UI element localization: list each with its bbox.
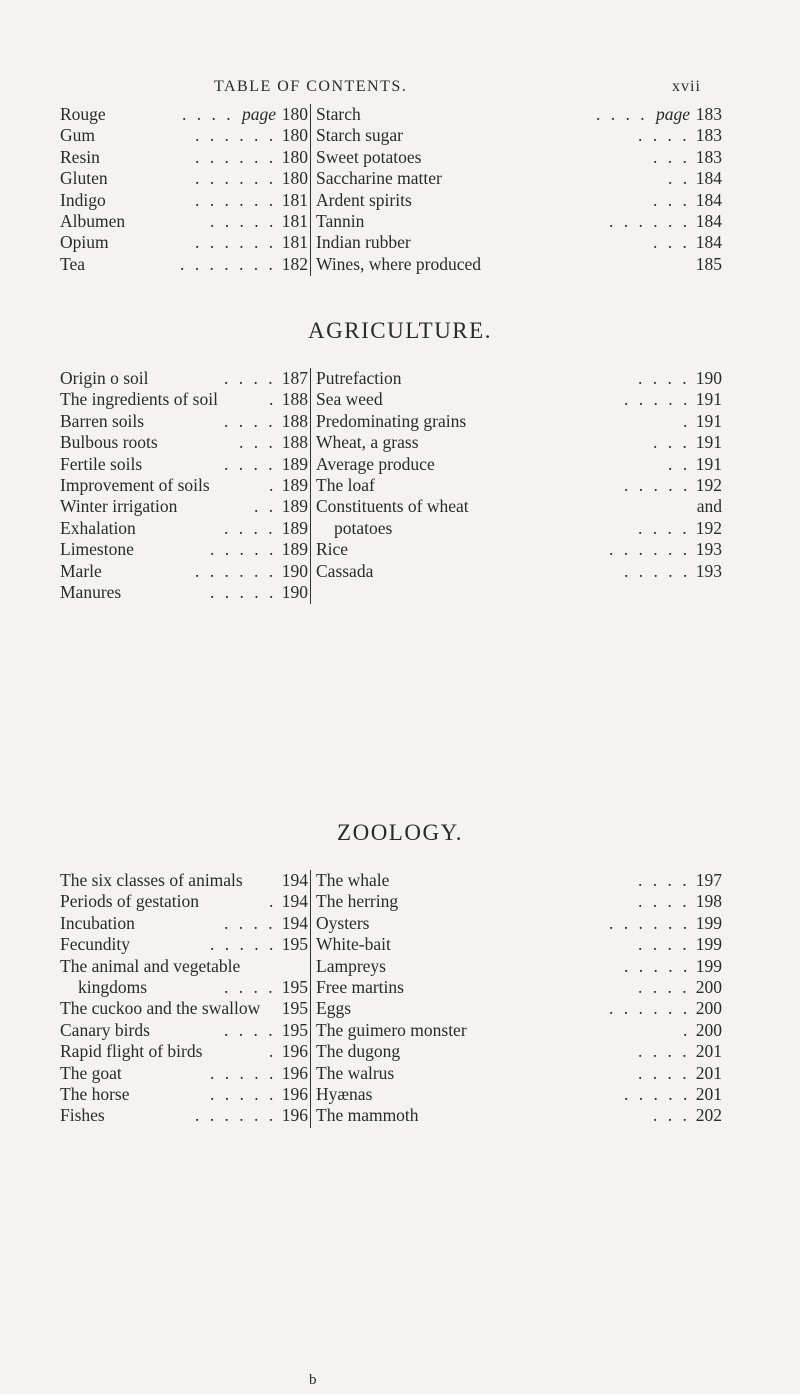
- entry-title: Barren soils: [60, 410, 145, 431]
- entry-page-number: 181: [281, 210, 308, 231]
- entry-page-number: 183: [695, 104, 722, 124]
- leader-dots: . . . . . .: [195, 125, 277, 146]
- contents-entry: [316, 168, 728, 189]
- contents-entry: [60, 934, 308, 955]
- leader-dots: . . . . .: [210, 934, 277, 955]
- leader-dots: . . . . .: [210, 210, 277, 231]
- entry-title: Gluten: [60, 168, 108, 189]
- contents-entry: [60, 125, 308, 146]
- leader-dots: . . . .: [224, 410, 276, 431]
- contents-entry: [60, 368, 308, 389]
- entry-title: The dugong: [316, 1041, 401, 1062]
- leader-dots: . .: [668, 453, 691, 474]
- contents-entry: [316, 977, 728, 998]
- contents-entry: [316, 870, 728, 891]
- contents-entry: [316, 561, 728, 582]
- contents-entry: [316, 389, 728, 410]
- agriculture-contents-block: [60, 368, 725, 608]
- entry-page-number: 183: [695, 146, 722, 167]
- leader-dots: . .: [254, 496, 277, 517]
- entry-page-number: 180: [281, 125, 308, 146]
- entry-page-number: 194: [281, 912, 308, 933]
- entry-title: The ingredients of soil: [60, 389, 218, 410]
- entry-title: The herring: [316, 891, 399, 912]
- leader-dots: . . . . .: [624, 1083, 691, 1104]
- leader-dots: . . . . .: [210, 539, 277, 560]
- entry-title: Fertile soils: [60, 453, 143, 474]
- entry-title: Wheat, a grass: [316, 432, 419, 453]
- entry-page-number: 194: [281, 891, 308, 912]
- running-head: [0, 78, 800, 100]
- contents-entry: [316, 1041, 728, 1062]
- leader-dots: . . .: [653, 189, 690, 210]
- entry-page-number: 185: [695, 253, 722, 274]
- contents-entry: [316, 254, 728, 275]
- entry-title: Fishes: [60, 1105, 105, 1126]
- entry-title: White-bait: [316, 934, 391, 955]
- entry-title: Indian rubber: [316, 232, 411, 253]
- contents-entry: [60, 232, 308, 253]
- entry-page-number: 199: [695, 955, 722, 976]
- contents-entry: [60, 254, 308, 275]
- leader-dots: . . . .: [638, 517, 690, 538]
- contents-entry: [60, 977, 308, 998]
- leader-dots: . . . . . .: [195, 189, 277, 210]
- leader-dots: . . . . . .: [195, 1105, 277, 1126]
- entry-page-number: 195: [281, 1019, 308, 1040]
- entry-page-number: 194: [281, 870, 308, 890]
- entry-page-number: 200: [695, 976, 722, 997]
- entry-title: Free martins: [316, 976, 404, 997]
- contents-entry: [60, 190, 308, 211]
- contents-entry: [60, 389, 308, 410]
- leader-dots: . . . .: [224, 368, 276, 388]
- entry-title: Lampreys: [316, 955, 386, 976]
- leader-dots: . . . . . .: [195, 146, 277, 167]
- entry-title: Starch: [316, 104, 361, 124]
- entry-title: Rapid flight of birds: [60, 1041, 203, 1062]
- leader-dots: . . . .: [638, 1062, 690, 1083]
- entry-title: Constituents of wheat: [316, 496, 469, 517]
- zoology-contents-block: [60, 870, 725, 1130]
- zoology-right-column: [310, 870, 728, 1127]
- entry-page-number: 201: [695, 1041, 722, 1062]
- entry-title: The goat: [60, 1062, 122, 1083]
- entry-title: Incubation: [60, 912, 135, 933]
- leader-dots: . . . .: [596, 104, 648, 124]
- entry-page-number: 196: [281, 1062, 308, 1083]
- contents-entry: [60, 432, 308, 453]
- leader-dots: . . . .: [638, 125, 690, 146]
- leader-dots: .: [269, 1041, 277, 1062]
- contents-entry: [60, 1105, 308, 1126]
- entry-page-number: and: [696, 496, 722, 517]
- contents-entry: [316, 411, 728, 432]
- entry-title: Ardent spirits: [316, 189, 412, 210]
- entry-title: Manures: [60, 581, 122, 602]
- entry-page-number: 196: [281, 1041, 308, 1062]
- entry-page-number: 184: [695, 210, 722, 231]
- entry-title: Winter irrigation: [60, 496, 178, 517]
- agriculture-left-column: [60, 368, 308, 603]
- entry-title: Bulbous roots: [60, 432, 158, 453]
- entry-title: Tea: [60, 253, 86, 274]
- entry-title: Putrefaction: [316, 368, 402, 388]
- entry-page-number: 199: [695, 934, 722, 955]
- contents-entry: [60, 1041, 308, 1062]
- entry-page-number: 201: [695, 1062, 722, 1083]
- leader-dots: . . . .: [638, 891, 690, 912]
- contents-entry: [60, 147, 308, 168]
- entry-title: Canary birds: [60, 1019, 150, 1040]
- contents-entry: [316, 454, 728, 475]
- leader-dots: . . .: [653, 1105, 690, 1126]
- leader-dots: .: [683, 1019, 691, 1040]
- contents-entry: [316, 934, 728, 955]
- entry-page-number: 195: [281, 976, 308, 997]
- leader-dots: . . . . .: [210, 581, 277, 602]
- contents-entry: [60, 998, 308, 1019]
- entry-page-number: 180: [281, 168, 308, 189]
- leader-dots: . . . .: [638, 870, 690, 890]
- entry-title: Fecundity: [60, 934, 130, 955]
- running-title: TABLE OF CONTENTS.: [214, 78, 408, 95]
- page-word: page: [242, 104, 277, 124]
- entry-page-number: 193: [695, 539, 722, 560]
- entry-title: The loaf: [316, 474, 375, 495]
- entry-page-number: 199: [695, 912, 722, 933]
- entry-page-number: 200: [695, 1019, 722, 1040]
- leader-dots: . . . . . .: [609, 539, 691, 560]
- contents-entry: [316, 368, 728, 389]
- contents-entry: [316, 211, 728, 232]
- entry-page-number: 188: [281, 410, 308, 431]
- entry-title: Albumen: [60, 210, 126, 231]
- entry-title: Indigo: [60, 189, 106, 210]
- contents-entry: [60, 539, 308, 560]
- contents-entry: [316, 432, 728, 453]
- section-heading-zoology: ZOOLOGY.: [337, 820, 463, 845]
- leader-dots: . . . .: [638, 976, 690, 997]
- leader-dots: . . . . . .: [195, 560, 277, 581]
- entry-page-number: 201: [695, 1083, 722, 1104]
- contents-entry: [316, 1020, 728, 1041]
- entry-title: Opium: [60, 232, 109, 253]
- entry-title: The horse: [60, 1083, 130, 1104]
- contents-entry: [316, 1063, 728, 1084]
- leader-dots: . . . . . .: [609, 210, 691, 231]
- contents-entry: [316, 475, 728, 496]
- contents-entry: [60, 496, 308, 517]
- leader-dots: . . . .: [182, 104, 234, 124]
- entry-page-number: 188: [281, 389, 308, 410]
- contents-entry: [60, 582, 308, 603]
- leader-dots: . . . . .: [624, 560, 691, 581]
- entry-page-number: 192: [695, 517, 722, 538]
- entry-title: Starch sugar: [316, 125, 403, 146]
- contents-entry: [316, 104, 728, 125]
- leader-dots: .: [683, 410, 691, 431]
- entry-title: potatoes: [334, 517, 393, 538]
- entry-page-number: 191: [695, 389, 722, 410]
- leader-dots: . . . .: [224, 912, 276, 933]
- contents-entry: [60, 211, 308, 232]
- entry-page-number: 180: [281, 146, 308, 167]
- entry-page-number: 190: [695, 368, 722, 388]
- contents-entry: [60, 104, 308, 125]
- leader-dots: . . . . .: [210, 1062, 277, 1083]
- entry-page-number: 191: [695, 432, 722, 453]
- zoology-left-column: [60, 870, 308, 1127]
- entry-title: The animal and vegetable: [60, 955, 241, 976]
- contents-entry: [60, 1084, 308, 1105]
- entry-title: Origin o soil: [60, 368, 149, 388]
- leader-dots: . . . . . . .: [180, 253, 276, 274]
- contents-entry: [316, 1105, 728, 1126]
- entry-page-number: 200: [695, 998, 722, 1019]
- leader-dots: . . . .: [224, 517, 276, 538]
- contents-entry: [60, 518, 308, 539]
- entry-title: The six classes of animals: [60, 870, 243, 890]
- entry-title: The cuckoo and the swallow: [60, 998, 261, 1019]
- leader-dots: . . . .: [224, 976, 276, 997]
- entry-title: Wines, where produced: [316, 253, 481, 274]
- contents-entry: [316, 539, 728, 560]
- leader-dots: . . . . .: [624, 389, 691, 410]
- contents-entry: [60, 891, 308, 912]
- leader-dots: . . .: [239, 432, 276, 453]
- entry-title: Saccharine matter: [316, 168, 442, 189]
- leader-dots: .: [269, 891, 277, 912]
- top-contents-block: [60, 104, 725, 279]
- entry-title: Periods of gestation: [60, 891, 200, 912]
- entry-page-number: 189: [281, 539, 308, 560]
- contents-entry: [316, 1084, 728, 1105]
- entry-page-number: 184: [695, 232, 722, 253]
- top-left-column: [60, 104, 308, 275]
- entry-title: Resin: [60, 146, 100, 167]
- entry-title: The walrus: [316, 1062, 395, 1083]
- contents-entry: [316, 956, 728, 977]
- entry-title: Hyænas: [316, 1083, 373, 1104]
- contents-entry: [60, 475, 308, 496]
- entry-title: Sea weed: [316, 389, 383, 410]
- contents-entry: [60, 561, 308, 582]
- leader-dots: . . . .: [224, 1019, 276, 1040]
- page-number: xvii: [672, 78, 701, 95]
- entry-page-number: 195: [281, 998, 308, 1019]
- entry-title: Exhalation: [60, 517, 136, 538]
- leader-dots: . . . .: [638, 934, 690, 955]
- leader-dots: . . . .: [638, 368, 690, 388]
- entry-page-number: 183: [695, 125, 722, 146]
- entry-title: Cassada: [316, 560, 374, 581]
- contents-entry: [316, 891, 728, 912]
- leader-dots: . . . . . .: [195, 232, 277, 253]
- entry-title: The whale: [316, 870, 390, 890]
- entry-title: Rice: [316, 539, 349, 560]
- contents-entry: [60, 1063, 308, 1084]
- entry-title: The mammoth: [316, 1105, 419, 1126]
- entry-title: Limestone: [60, 539, 134, 560]
- top-right-column: [310, 104, 728, 275]
- entry-title: Sweet potatoes: [316, 146, 422, 167]
- entry-page-number: 187: [281, 368, 308, 388]
- contents-entry: [316, 913, 728, 934]
- entry-title: Tannin: [316, 210, 365, 231]
- entry-page-number: 190: [281, 560, 308, 581]
- signature-mark: b: [309, 1372, 317, 1388]
- contents-entry: [60, 168, 308, 189]
- leader-dots: . . . . . .: [609, 912, 691, 933]
- leader-dots: . . . .: [224, 453, 276, 474]
- contents-entry: [316, 147, 728, 168]
- entry-page-number: 196: [281, 1083, 308, 1104]
- entry-page-number: 189: [281, 453, 308, 474]
- entry-page-number: 189: [281, 474, 308, 495]
- entry-title: kingdoms: [78, 976, 148, 997]
- entry-page-number: 180: [281, 104, 308, 124]
- entry-page-number: 189: [281, 496, 308, 517]
- entry-page-number: 190: [281, 581, 308, 602]
- contents-entry: [316, 496, 728, 517]
- leader-dots: . . . . .: [624, 474, 691, 495]
- contents-entry: [316, 518, 728, 539]
- leader-dots: . .: [668, 168, 691, 189]
- contents-entry: [60, 1020, 308, 1041]
- entry-title: The guimero monster: [316, 1019, 467, 1040]
- entry-page-number: 184: [695, 189, 722, 210]
- agriculture-right-column: [310, 368, 728, 582]
- leader-dots: . . .: [653, 232, 690, 253]
- contents-entry: [60, 454, 308, 475]
- entry-title: Average produce: [316, 453, 435, 474]
- entry-page-number: 188: [281, 432, 308, 453]
- entry-page-number: 191: [695, 453, 722, 474]
- entry-title: Marle: [60, 560, 102, 581]
- entry-page-number: 184: [695, 168, 722, 189]
- entry-page-number: 192: [695, 474, 722, 495]
- contents-entry: [316, 998, 728, 1019]
- contents-entry: [316, 232, 728, 253]
- entry-page-number: 181: [281, 189, 308, 210]
- entry-page-number: 189: [281, 517, 308, 538]
- contents-entry: [60, 913, 308, 934]
- entry-title: Predominating grains: [316, 410, 467, 431]
- page-word: page: [656, 104, 691, 124]
- contents-entry: [60, 956, 308, 977]
- leader-dots: . . . .: [638, 1041, 690, 1062]
- entry-page-number: 195: [281, 934, 308, 955]
- entry-page-number: 193: [695, 560, 722, 581]
- entry-page-number: 182: [281, 253, 308, 274]
- leader-dots: . . .: [653, 146, 690, 167]
- entry-page-number: 181: [281, 232, 308, 253]
- leader-dots: . . . . . .: [195, 168, 277, 189]
- entry-page-number: 191: [695, 410, 722, 431]
- entry-page-number: 196: [281, 1105, 308, 1126]
- leader-dots: . . . . .: [624, 955, 691, 976]
- entry-page-number: 197: [695, 870, 722, 890]
- leader-dots: . . .: [653, 432, 690, 453]
- contents-entry: [60, 870, 308, 891]
- leader-dots: . . . . . .: [609, 998, 691, 1019]
- entry-title: Oysters: [316, 912, 370, 933]
- contents-entry: [60, 411, 308, 432]
- leader-dots: .: [269, 389, 277, 410]
- entry-title: Rouge: [60, 104, 106, 124]
- entry-title: Improvement of soils: [60, 474, 210, 495]
- leader-dots: .: [269, 474, 277, 495]
- contents-entry: [316, 190, 728, 211]
- entry-title: Gum: [60, 125, 95, 146]
- entry-page-number: 202: [695, 1105, 722, 1126]
- entry-title: Eggs: [316, 998, 351, 1019]
- leader-dots: . . . . .: [210, 1083, 277, 1104]
- section-heading-agriculture: AGRICULTURE.: [308, 318, 492, 343]
- entry-page-number: 198: [695, 891, 722, 912]
- contents-entry: [316, 125, 728, 146]
